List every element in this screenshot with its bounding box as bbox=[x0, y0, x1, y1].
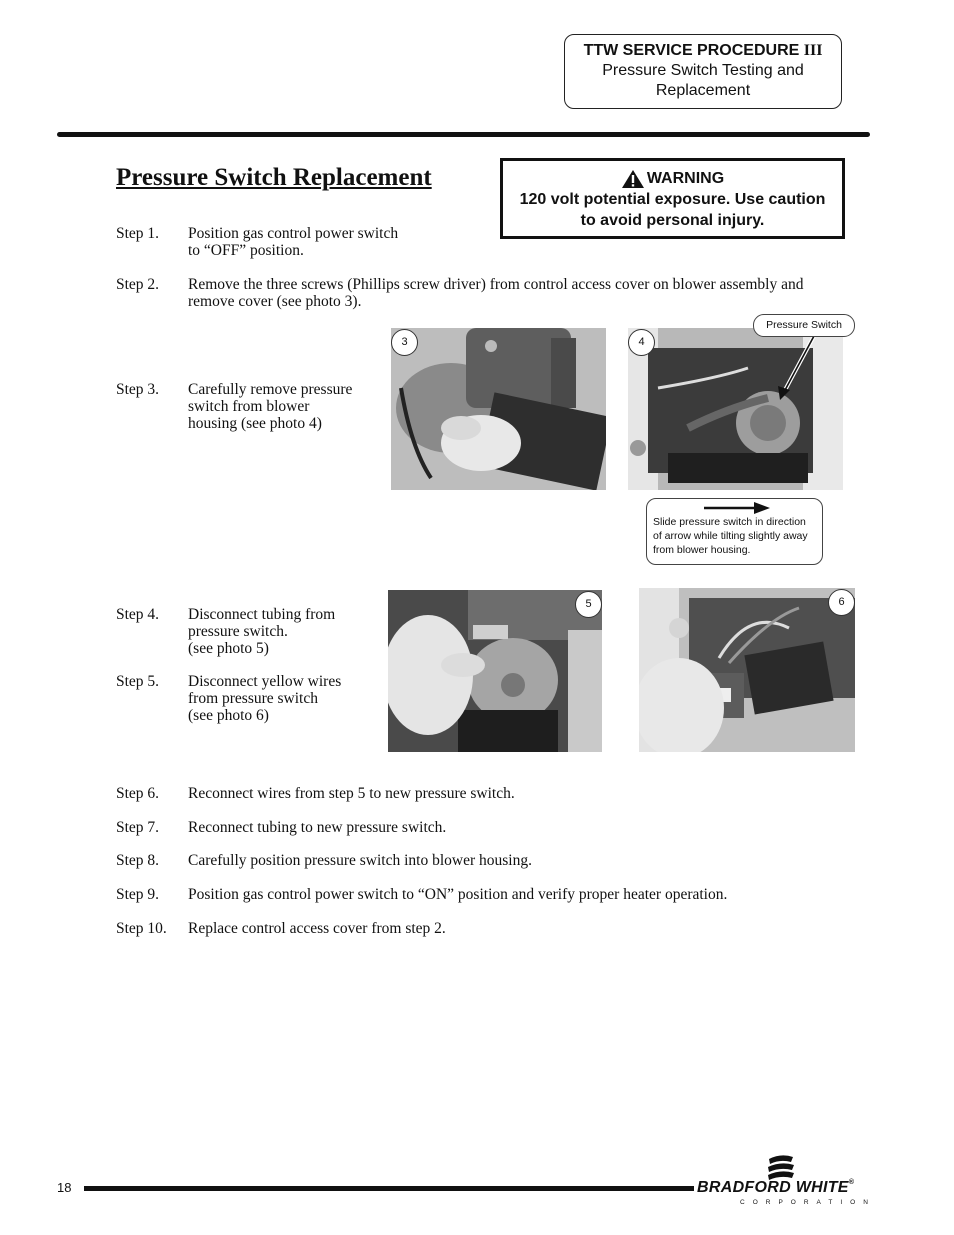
registered-mark: ® bbox=[848, 1179, 855, 1186]
step-label: Step 7. bbox=[116, 819, 160, 836]
step-text: Carefully position pressure switch into blower housing. bbox=[188, 852, 532, 869]
warning-heading-row bbox=[503, 168, 842, 189]
photo-6-image bbox=[639, 588, 855, 752]
header-subtitle-1: Pressure Switch Testing and bbox=[602, 62, 804, 79]
step-label: Step 10. bbox=[116, 920, 167, 937]
step-label: Step 6. bbox=[116, 785, 160, 802]
step-text-line: Carefully remove pressure bbox=[188, 381, 353, 398]
header-roman: III bbox=[803, 42, 823, 59]
warning-box bbox=[500, 158, 845, 239]
photo-6 bbox=[639, 588, 855, 752]
step-text-line: Position gas control power switch bbox=[188, 225, 399, 242]
step-label: Step 2. bbox=[116, 276, 160, 293]
callout-pointer-arrow bbox=[770, 334, 820, 404]
step-label: Step 5. bbox=[116, 673, 160, 690]
step-label: Step 3. bbox=[116, 381, 160, 398]
step-text-line: to “OFF” position. bbox=[188, 242, 304, 259]
warning-line-2: to avoid personal injury. bbox=[580, 212, 765, 229]
step-label: Step 9. bbox=[116, 886, 160, 903]
photo-3-image bbox=[391, 328, 606, 490]
step-text-line: switch from blower bbox=[188, 398, 310, 415]
step-text: Reconnect wires from step 5 to new pressure switch. bbox=[188, 785, 515, 802]
step-label: Step 1. bbox=[116, 225, 160, 242]
callout-line: of arrow while tilting slightly away bbox=[653, 530, 808, 542]
brand-text: BRADFORD WHITE bbox=[697, 1179, 849, 1196]
warning-triangle-icon bbox=[621, 169, 645, 189]
step-text-line: remove cover (see photo 3). bbox=[188, 293, 362, 310]
header-title-line bbox=[565, 41, 841, 61]
header-subtitle-2: Replacement bbox=[655, 82, 751, 99]
brand-subtitle: CORPORATION bbox=[740, 1199, 876, 1206]
step-text bbox=[188, 381, 352, 432]
step-text bbox=[188, 606, 335, 657]
step-text-line: housing (see photo 4) bbox=[188, 415, 322, 432]
photo-number-badge: 3 bbox=[391, 329, 418, 356]
photo-number-badge: 4 bbox=[628, 329, 655, 356]
top-rule bbox=[57, 132, 870, 137]
warning-heading: WARNING bbox=[646, 170, 725, 187]
callout-line: from blower housing. bbox=[653, 544, 751, 556]
step-text-line: Disconnect tubing from bbox=[188, 606, 336, 623]
warning-line-1: 120 volt potential exposure. Use caution bbox=[519, 191, 826, 208]
slide-instruction-callout bbox=[646, 498, 823, 565]
step-text: Replace control access cover from step 2. bbox=[188, 920, 446, 937]
photo-5 bbox=[388, 590, 602, 752]
bradford-white-logo-icon bbox=[766, 1153, 796, 1181]
step-text bbox=[188, 276, 838, 310]
step-text: Reconnect tubing to new pressure switch. bbox=[188, 819, 447, 836]
page-number: 18 bbox=[57, 1180, 72, 1195]
header-box bbox=[564, 34, 842, 109]
pressure-switch-callout: Pressure Switch bbox=[753, 314, 855, 337]
photo-5-image bbox=[388, 590, 602, 752]
bottom-rule bbox=[84, 1186, 694, 1191]
callout-line: Slide pressure switch in direction bbox=[653, 516, 806, 528]
photo-3 bbox=[391, 328, 606, 490]
step-label: Step 8. bbox=[116, 852, 160, 869]
step-label: Step 4. bbox=[116, 606, 160, 623]
step-text-line: (see photo 6) bbox=[188, 707, 269, 724]
step-text-line: pressure switch. bbox=[188, 623, 288, 640]
step-text-line: (see photo 5) bbox=[188, 640, 269, 657]
step-text: Position gas control power switch to “ON” position and verify proper heater operation. bbox=[188, 886, 728, 903]
step-text-line: Disconnect yellow wires bbox=[188, 673, 342, 690]
photo-number-badge: 6 bbox=[828, 589, 855, 616]
step-text-line: Remove the three screws (Phillips screw driver) from control access cover on blower assembly and bbox=[188, 276, 804, 293]
step-text bbox=[188, 673, 341, 724]
photo-number-badge: 5 bbox=[575, 591, 602, 618]
step-text bbox=[188, 225, 398, 259]
header-title: TTW SERVICE PROCEDURE bbox=[583, 42, 800, 59]
brand-name bbox=[697, 1179, 854, 1197]
step-text-line: from pressure switch bbox=[188, 690, 318, 707]
page-title: Pressure Switch Replacement bbox=[116, 164, 432, 191]
arrow-right-icon bbox=[704, 501, 770, 515]
